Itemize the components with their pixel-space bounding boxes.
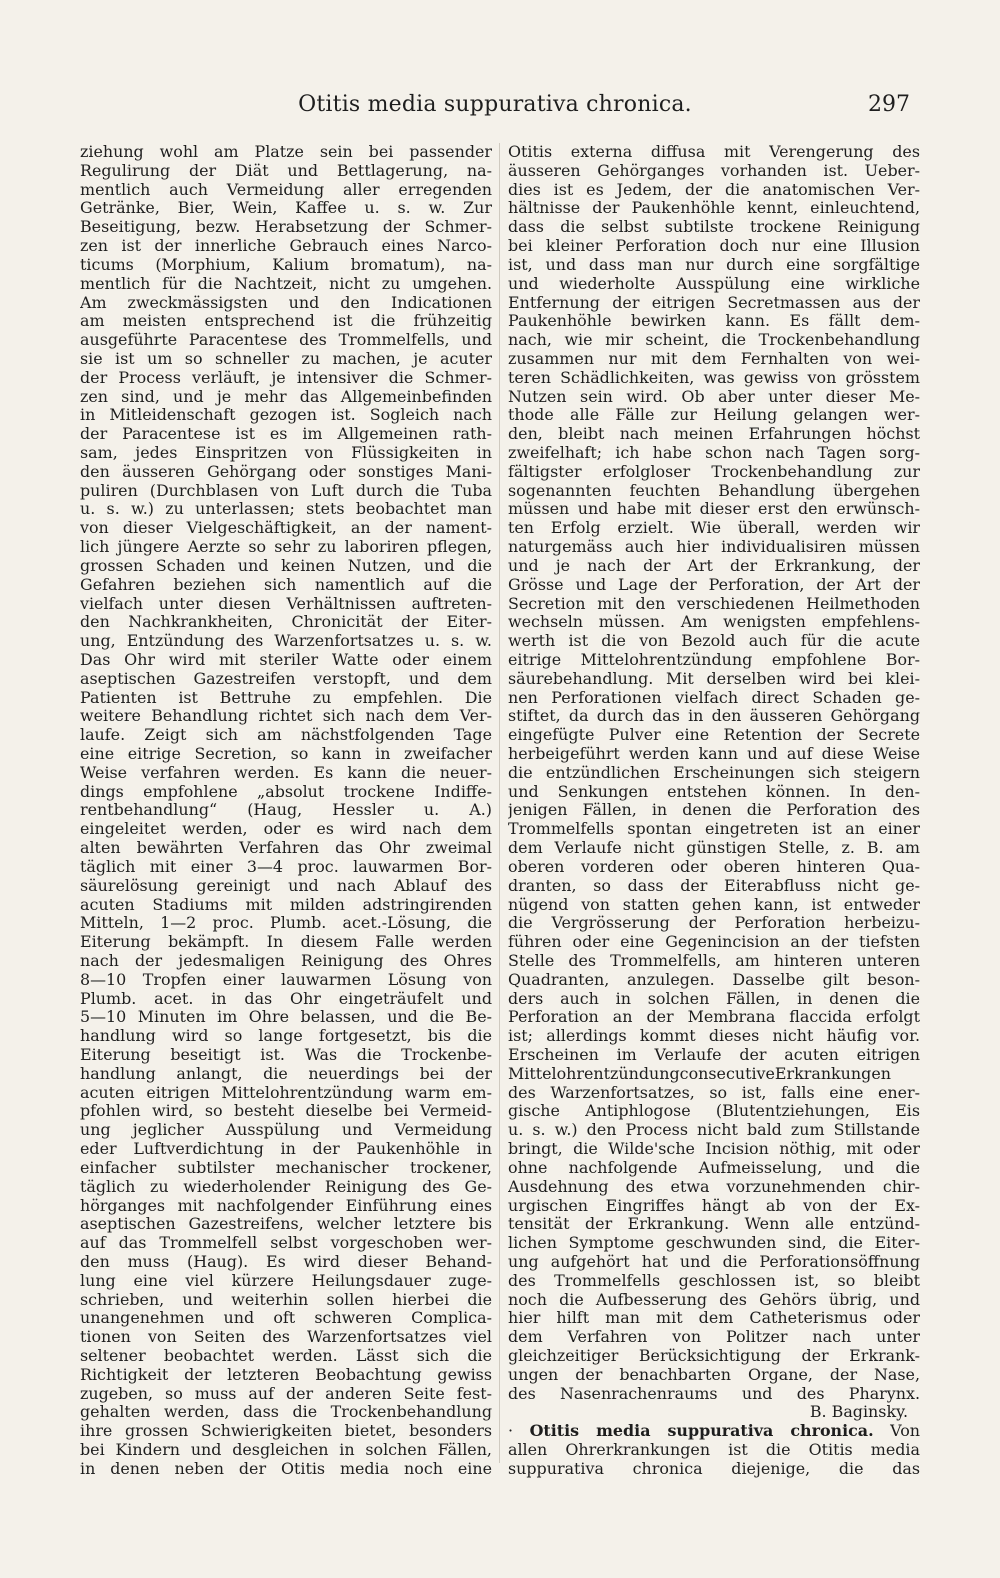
running-title: Otitis media suppurativa chronica. (298, 92, 692, 117)
body-line: eder Luftverdichtung in der Paukenhöhle in (80, 1140, 492, 1159)
body-line: Grösse und Lage der Perforation, der Art der (508, 575, 920, 594)
body-line: hörganges mit nachfolgender Einführung eines (80, 1196, 492, 1215)
body-line: zen ist der innerliche Gebrauch eines Narco- (80, 237, 492, 256)
body-line: bei kleiner Perforation doch nur eine Illusion (508, 237, 920, 256)
body-line: Gefahren beziehen sich namentlich auf die (80, 575, 492, 594)
author-signature: B. Baginsky. (809, 1403, 908, 1422)
body-line: gische Antiphlogose (Blutentziehungen, Eis (508, 1102, 920, 1121)
body-line: aseptischen Gazestreifens, welcher letztere bis (80, 1215, 492, 1234)
body-line: ist; allerdings kommt dieses nicht häufig vor. (508, 1027, 920, 1046)
body-line: des Trommelfells geschlossen ist, so bleibt (508, 1271, 920, 1290)
body-line: eingefügte Pulver eine Retention der Secrete (508, 726, 920, 745)
body-line: thode alle Fälle zur Heilung gelangen wer- (508, 406, 920, 425)
body-line: eingeleitet werden, oder es wird nach dem (80, 820, 492, 839)
section-heading: Otitis media suppurativa chronica. (529, 1422, 874, 1441)
body-line: alten bewährten Verfahren das Ohr zweimal (80, 839, 492, 858)
body-line: des Warzenfortsatzes, so ist, falls eine ener- (508, 1083, 920, 1102)
body-line: dem Verlaufe nicht günstigen Stelle, z. B. am (508, 839, 920, 858)
page-header (80, 92, 910, 132)
body-line: säurebehandlung. Mit derselben wird bei klei- (508, 669, 920, 688)
section-heading-line: · Otitis media suppurativa chronica. Von (508, 1422, 920, 1441)
body-line: bringt, die Wilde'sche Incision nöthig, mit oder (508, 1140, 920, 1159)
body-line: Mitteln, 1—2 proc. Plumb. acet.-Lösung, die (80, 914, 492, 933)
body-line: in Mitleidenschaft gezogen ist. Sogleich nach (80, 406, 492, 425)
body-line: nach der jedesmaligen Reinigung des Ohres (80, 951, 492, 970)
body-line: naturgemäss auch hier individualisiren müssen (508, 538, 920, 557)
body-line: noch die Aufbesserung des Gehörs übrig, und (508, 1290, 920, 1309)
body-line: rentbehandlung“ (Haug, Hessler u. A.) (80, 801, 492, 820)
body-line: Erscheinen im Verlaufe der acuten eitrigen (508, 1046, 920, 1064)
body-line: auf das Trommelfell selbst vorgeschoben wer- (80, 1234, 492, 1253)
body-line: 5—10 Minuten im Ohre belassen, und die Be- (80, 1008, 492, 1027)
body-line: nach, wie mir scheint, die Trockenbehandlung (508, 331, 920, 350)
body-line: Getränke, Bier, Wein, Kaffee u. s. w. Zur (80, 199, 492, 218)
body-line: pfohlen wird, so besteht dieselbe bei Vermeid- (80, 1102, 492, 1121)
body-line: führen oder eine Gegenincision an der tiefsten (508, 933, 920, 952)
body-line: der Process verläuft, je intensiver die Schmer- (80, 368, 492, 387)
body-line: jenigen Fällen, in denen die Perforation des (508, 801, 920, 820)
body-line: gehalten werden, dass die Trockenbehandlung (80, 1403, 492, 1422)
body-line: Das Ohr wird mit steriler Watte oder einem (80, 650, 492, 669)
body-line: lich jüngere Aerzte so sehr zu laboriren pflegen, (80, 538, 492, 557)
body-line: und wiederholte Ausspülung eine wirkliche (508, 274, 920, 293)
body-line: den muss (Haug). Es wird dieser Behand- (80, 1252, 492, 1271)
body-line: dings empfohlene „absolut trockene Indiffe- (80, 782, 492, 801)
body-line: von dieser Vielgeschäftigkeit, an der nament- (80, 519, 492, 538)
body-line: Trommelfells spontan eingetreten ist an einer (508, 820, 920, 839)
body-line: suppurativa chronica diejenige, die das (508, 1459, 920, 1478)
body-line: weitere Behandlung richtet sich nach dem Ver- (80, 707, 492, 726)
body-line: Secretion mit den verschiedenen Heilmethoden (508, 594, 920, 613)
body-line: ohne nachfolgende Aufmeisselung, und die (508, 1158, 920, 1177)
body-line: die entzündlichen Erscheinungen sich steigern (508, 763, 920, 782)
body-line: Eiterung beseitigt ist. Was die Trockenbe- (80, 1046, 492, 1064)
body-line: teren Schädlichkeiten, was gewiss von grösstem (508, 368, 920, 387)
body-line: den Nachkrankheiten, Chronicität der Eiter- (80, 613, 492, 632)
body-line: grossen Schaden und keinen Nutzen, und die (80, 556, 492, 575)
body-line: hier hilft man mit dem Catheterismus oder (508, 1309, 920, 1328)
body-line: Eiterung bekämpft. In diesem Falle werden (80, 933, 492, 952)
body-line: dem Verfahren von Politzer nach unter (508, 1328, 920, 1347)
body-line: sogenannten feuchten Behandlung übergehen (508, 481, 920, 500)
body-line: dranten, so dass der Eiterabfluss nicht ge- (508, 876, 920, 895)
body-line: mentlich auch Vermeidung aller erregenden (80, 180, 492, 199)
body-line: vielfach unter diesen Verhältnissen auftreten- (80, 594, 492, 613)
body-line: lung eine viel kürzere Heilungsdauer zuge- (80, 1271, 492, 1290)
body-line: Patienten ist Bettruhe zu empfehlen. Die (80, 688, 492, 707)
body-line: urgischen Eingriffes hängt ab von der Ex- (508, 1196, 920, 1215)
page-number: 297 (868, 92, 910, 117)
body-line: täglich mit einer 3—4 proc. lauwarmen Bor- (80, 857, 492, 876)
body-line: ungen der benachbarten Organe, der Nase, (508, 1365, 920, 1384)
body-line: unangenehmen und oft schweren Complica- (80, 1309, 492, 1328)
body-line: u. s. w.) den Process nicht bald zum Stillstande (508, 1121, 920, 1140)
body-line: wechseln müssen. Am wenigsten empfehlens- (508, 613, 920, 632)
body-line: Nutzen sein wird. Ob aber unter dieser Me- (508, 387, 920, 406)
body-line: ausgeführte Paracentese des Trommelfells, und (80, 331, 492, 350)
body-line: Stelle des Trommelfells, am hinteren unteren (508, 951, 920, 970)
body-line: Entfernung der eitrigen Secretmassen aus der (508, 293, 920, 312)
body-line: Von (890, 1422, 920, 1441)
body-line: handlung wird so lange fortgesetzt, bis die (80, 1027, 492, 1046)
body-line: MittelohrentzündungconsecutiveErkrankungen (508, 1064, 891, 1083)
body-line: säurelösung gereinigt und nach Ablauf des (80, 876, 492, 895)
body-line: ihre grossen Schwierigkeiten bietet, besonders (80, 1422, 492, 1441)
body-line: allen Ohrerkrankungen ist die Otitis media (508, 1441, 920, 1460)
body-line: acuten eitrigen Mittelohrentzündung warm em- (80, 1083, 492, 1102)
body-line: äusseren Gehörganges vorhanden ist. Ueber- (508, 161, 920, 180)
body-line: der Paracentese ist es im Allgemeinen rath- (80, 425, 492, 444)
body-line: handlung anlangt, die neuerdings bei der (80, 1064, 492, 1083)
body-line: werth ist die von Bezold auch für die acute (508, 632, 920, 651)
body-line: nügend von statten gehen kann, ist entweder (508, 895, 920, 914)
body-line: Plumb. acet. in das Ohr eingeträufelt und (80, 989, 492, 1008)
body-line: ist, und dass man nur durch eine sorgfältige (508, 255, 920, 274)
body-line: in denen neben der Otitis media noch eine (80, 1459, 492, 1478)
body-line: ders auch in solchen Fällen, in denen die (508, 989, 920, 1008)
body-line: stiftet, da durch das in den äusseren Gehörgang (508, 707, 920, 726)
body-line: bei Kindern und desgleichen in solchen Fällen, (80, 1441, 492, 1460)
body-line: Regulirung der Diät und Bettlagerung, na- (80, 161, 492, 180)
body-line: tensität der Erkrankung. Wenn alle entzünd- (508, 1215, 920, 1234)
body-line: puliren (Durchblasen von Luft durch die Tuba (80, 481, 492, 500)
body-line: Quadranten, anzulegen. Dasselbe gilt beson- (508, 970, 920, 989)
body-line: schrieben, und weiterhin sollen hierbei die (80, 1290, 492, 1309)
body-line: Ausdehnung des etwa vorzunehmenden chir- (508, 1177, 920, 1196)
body-line: zusammen nur mit dem Fernhalten von wei- (508, 349, 920, 368)
body-line: zugeben, so muss auf der anderen Seite fest- (80, 1384, 492, 1403)
body-line: Am zweckmässigsten und den Indicationen (80, 293, 492, 312)
body-line: fältigster erfolgloser Trockenbehandlung zur (508, 462, 920, 481)
body-line: den, bleibt nach meinen Erfahrungen höchst (508, 425, 920, 444)
body-line: 8—10 Tropfen einer lauwarmen Lösung von (80, 970, 492, 989)
body-line: eitrige Mittelohrentzündung empfohlene Bor- (508, 650, 920, 669)
body-line: Otitis externa diffusa mit Verengerung des (508, 143, 920, 161)
body-line: tionen von Seiten des Warzenfortsatzes viel (80, 1328, 492, 1347)
body-line: Paukenhöhle bewirken kann. Es fällt dem- (508, 312, 920, 331)
body-line: die Vergrösserung der Perforation herbeizu- (508, 914, 920, 933)
body-line: und Senkungen entstehen können. In den- (508, 782, 920, 801)
body-line: laufe. Zeigt sich am nächstfolgenden Tage (80, 726, 492, 745)
body-line: täglich zu wiederholender Reinigung des Ge- (80, 1177, 492, 1196)
body-line: ung, Entzündung des Warzenfortsatzes u. s. w. (80, 632, 492, 651)
body-line: mentlich für die Nachtzeit, nicht zu umgehen. (80, 274, 492, 293)
body-line: Perforation an der Membrana flaccida erfolgt (508, 1008, 920, 1027)
body-line: herbeigeführt werden kann und auf diese Weise (508, 745, 920, 763)
body-line: müssen und habe mit dieser erst den erwünsch- (508, 500, 920, 519)
body-line: dass die selbst subtilste trockene Reinigung (508, 218, 920, 237)
body-line: ziehung wohl am Platze sein bei passender (80, 143, 492, 161)
right-column (508, 143, 920, 1479)
body-line: ung aufgehört hat und die Perforationsöffnung (508, 1252, 920, 1271)
body-line: zweifelhaft; ich habe schon nach Tagen sorg- (508, 444, 920, 462)
body-line: nen Perforationen vielfach direct Schaden ge- (508, 688, 920, 707)
body-line: lichen Symptome geschwunden sind, die Eiter- (508, 1234, 920, 1253)
body-line: Weise verfahren werden. Es kann die neuer- (80, 763, 492, 782)
body-line: gleichzeitiger Berücksichtigung der Erkrank- (508, 1347, 920, 1365)
body-line: acuten Stadiums mit milden adstringirenden (80, 895, 492, 914)
body-line: oberen vorderen oder oberen hinteren Qua- (508, 857, 920, 876)
body-line: ten Erfolg erzielt. Wie überall, werden wir (508, 519, 920, 538)
body-line: und je nach der Art der Erkrankung, der (508, 556, 920, 575)
body-line: den äusseren Gehörgang oder sonstiges Mani- (80, 462, 492, 481)
body-line: seltener beobachtet werden. Lässt sich die (80, 1347, 492, 1365)
body-line: Beseitigung, bezw. Herabsetzung der Schmer- (80, 218, 492, 237)
body-line: am meisten entsprechend ist die frühzeitig (80, 312, 492, 331)
body-line: des Nasenrachenraums und des Pharynx. (508, 1384, 920, 1403)
body-line: ung jeglicher Ausspülung und Vermeidung (80, 1121, 492, 1140)
body-line: eine eitrige Secretion, so kann in zweifacher (80, 745, 492, 763)
body-line: dies ist es Jedem, der die anatomischen Ver- (508, 180, 920, 199)
body-line: sam, jedes Einspritzen von Flüssigkeiten in (80, 444, 492, 462)
body-line: u. s. w.) zu unterlassen; stets beobachtet man (80, 500, 492, 519)
left-column (80, 143, 492, 1479)
column-divider (499, 143, 500, 1463)
body-line: zen sind, und je mehr das Allgemeinbefinden (80, 387, 492, 406)
body-line: Richtigkeit der letzteren Beobachtung gewiss (80, 1365, 492, 1384)
body-line: ticums (Morphium, Kalium bromatum), na- (80, 255, 492, 274)
body-line: einfacher subtilster mechanischer trockener, (80, 1158, 492, 1177)
body-line: aseptischen Gazestreifen verstopft, und dem (80, 669, 492, 688)
body-line: sie ist um so schneller zu machen, je acuter (80, 349, 492, 368)
body-line: hältnisse der Paukenhöhle kennt, einleuchtend, (508, 199, 920, 218)
